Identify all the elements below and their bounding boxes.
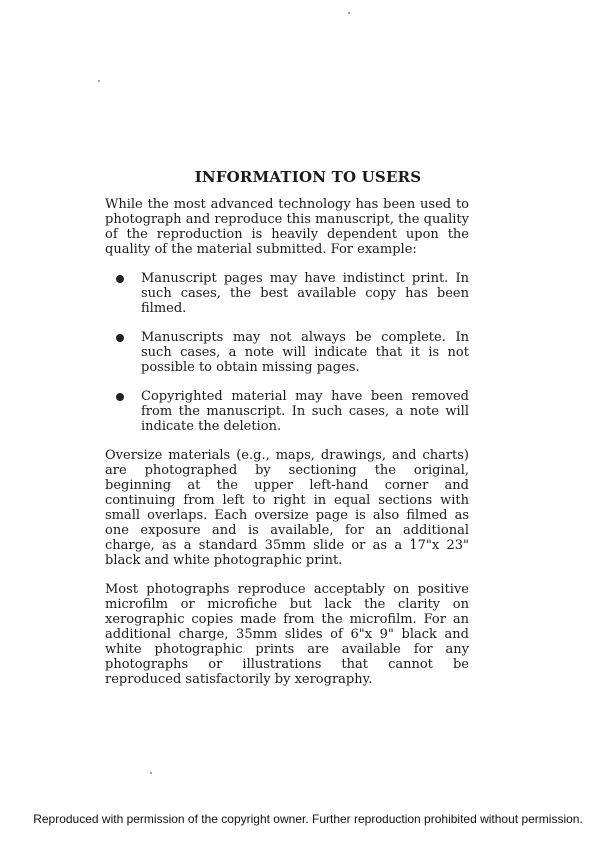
bullet-text: Manuscript pages may have indistinct print. In such cases, the best available copy has been filmed. (141, 271, 469, 316)
document-title: INFORMATION TO USERS (194, 168, 422, 186)
intro-paragraph: While the most advanced technology has been used to photograph and reproduce this manuscript, the quality of the reproduction is heavily dependent upon the quality of the material submitted. For example: (105, 197, 469, 257)
bullet-text: Copyrighted material may have been removed from the manuscript. In such cases, a note will indicate the deletion. (141, 389, 469, 434)
bullet-icon (116, 275, 124, 283)
bullet-item (105, 389, 469, 434)
bullet-list (105, 271, 469, 434)
bullet-icon (116, 334, 124, 342)
bullet-icon (116, 393, 124, 401)
bullet-text: Manuscripts may not always be complete. In such cases, a note will indicate that it is not possible to obtain missing pages. (141, 330, 469, 375)
scan-speck (150, 772, 152, 774)
scan-speck (348, 12, 350, 14)
document-body (105, 197, 469, 687)
bullet-item (105, 271, 469, 316)
copyright-footer: Reproduced with permission of the copyright owner. Further reproduction prohibited without permission. (33, 812, 583, 826)
oversize-paragraph: Oversize materials (e.g., maps, drawings, and charts) are photographed by sectioning the original, beginning at the upper left-hand corner and continuing from left to right in equal sections with small overlaps. Each oversize page is also filmed as one exposure and is available, for an additional charge, as a standard 35mm slide or as a 17"x 23" black and white photographic print. (105, 448, 469, 568)
bullet-item (105, 330, 469, 375)
photographs-paragraph: Most photographs reproduce acceptably on positive microfilm or microfiche but lack the clarity on xerographic copies made from the microfilm. For an additional charge, 35mm slides of 6"x 9" black and white photographic prints are available for any photographs or illustrations that cannot be reproduced satisfactorily by xerography. (105, 582, 469, 687)
scan-speck (98, 80, 100, 82)
